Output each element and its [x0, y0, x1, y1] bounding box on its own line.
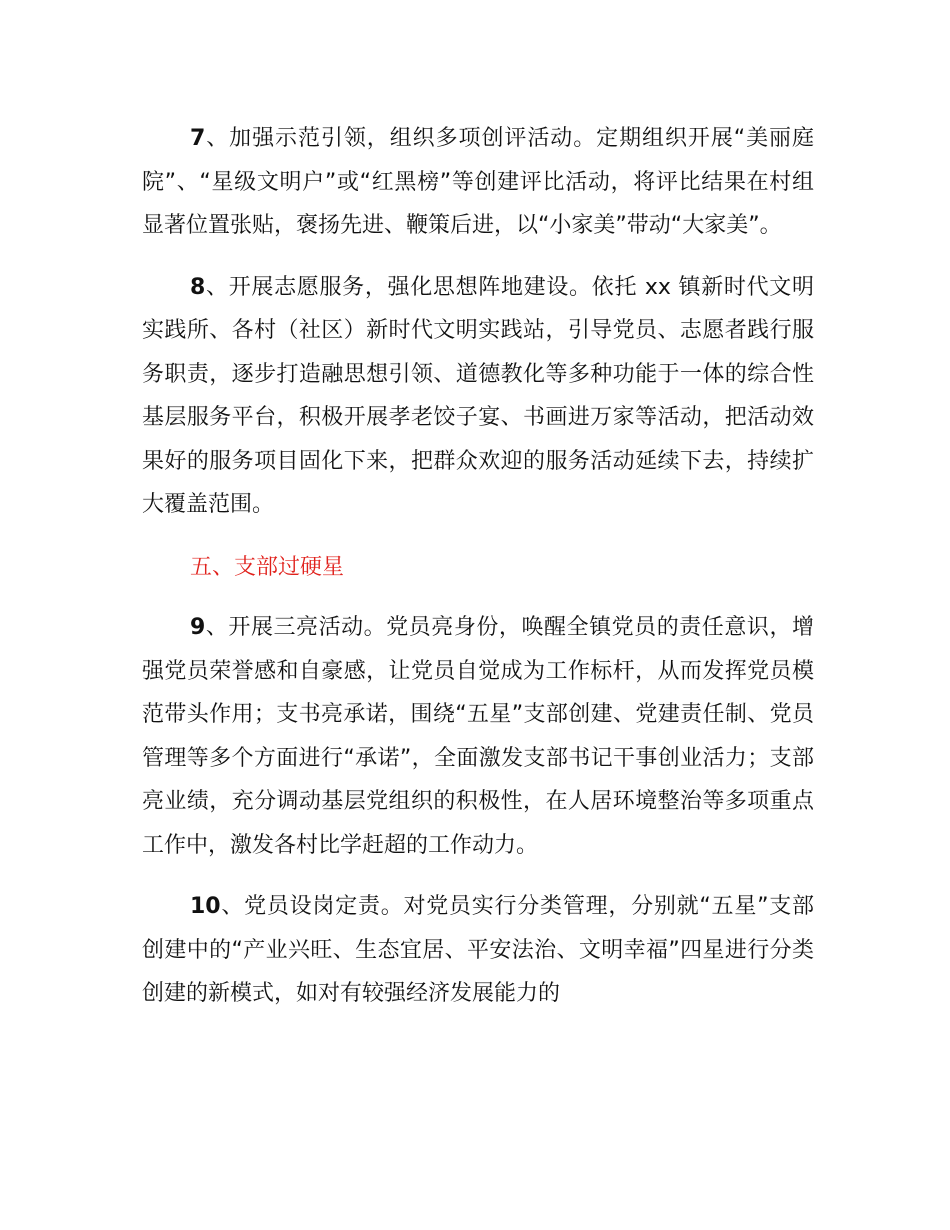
paragraph-text: 、党员设岗定责。对党员实行分类管理，分别就“五星”支部创建中的“产业兴旺、生态宜居、平安法治、文明幸福”四星进行分类创建的新模式，如对有较强经济发展能力的 — [142, 894, 814, 1006]
section-heading: 五、支部过硬星 — [190, 554, 345, 580]
paragraph-number: 8 — [190, 274, 206, 300]
paragraph-text: 、加强示范引领，组织多项创评活动。定期组织开展“美丽庭院”、“星级文明户”或“红黑榜”等创建评比活动，将评比结果在村组显著位置张贴，褒扬先进、鞭策后进，以“小家美”带动“大家美”。 — [142, 126, 814, 238]
document-page — [142, 117, 814, 1016]
paragraph-number: 7 — [190, 126, 206, 151]
paragraph-9 — [142, 606, 814, 867]
paragraph-number: 9 — [190, 615, 206, 640]
paragraph-number: 10 — [190, 894, 221, 919]
paragraph-text: 、开展志愿服务，强化思想阵地建设。依托 xx 镇新时代文明实践所、各村（社区）新时代文明实践站，引导党员、志愿者践行服务职责，逐步打造融思想引领、道德教化等多种功能于一体的综合性基层服务平台，积极开展孝老饺子宴、书画进万家等活动，把活动效果好的服务项目固化下来，把群众欢迎的服务活动延续下去，持续扩大覆盖范围。 — [142, 274, 814, 517]
paragraph-10 — [142, 885, 814, 1016]
paragraph-8 — [142, 266, 814, 527]
paragraph-text: 、开展三亮活动。党员亮身份，唤醒全镇党员的责任意识，增强党员荣誉感和自豪感，让党员自觉成为工作标杆，从而发挥党员模范带头作用；支书亮承诺，围绕“五星”支部创建、党建责任制、党员管理等多个方面进行“承诺”，全面激发支部书记干事创业活力；支部亮业绩，充分调动基层党组织的积极性，在人居环境整治等多项重点工作中，激发各村比学赶超的工作动力。 — [142, 615, 814, 858]
paragraph-7 — [142, 117, 814, 248]
